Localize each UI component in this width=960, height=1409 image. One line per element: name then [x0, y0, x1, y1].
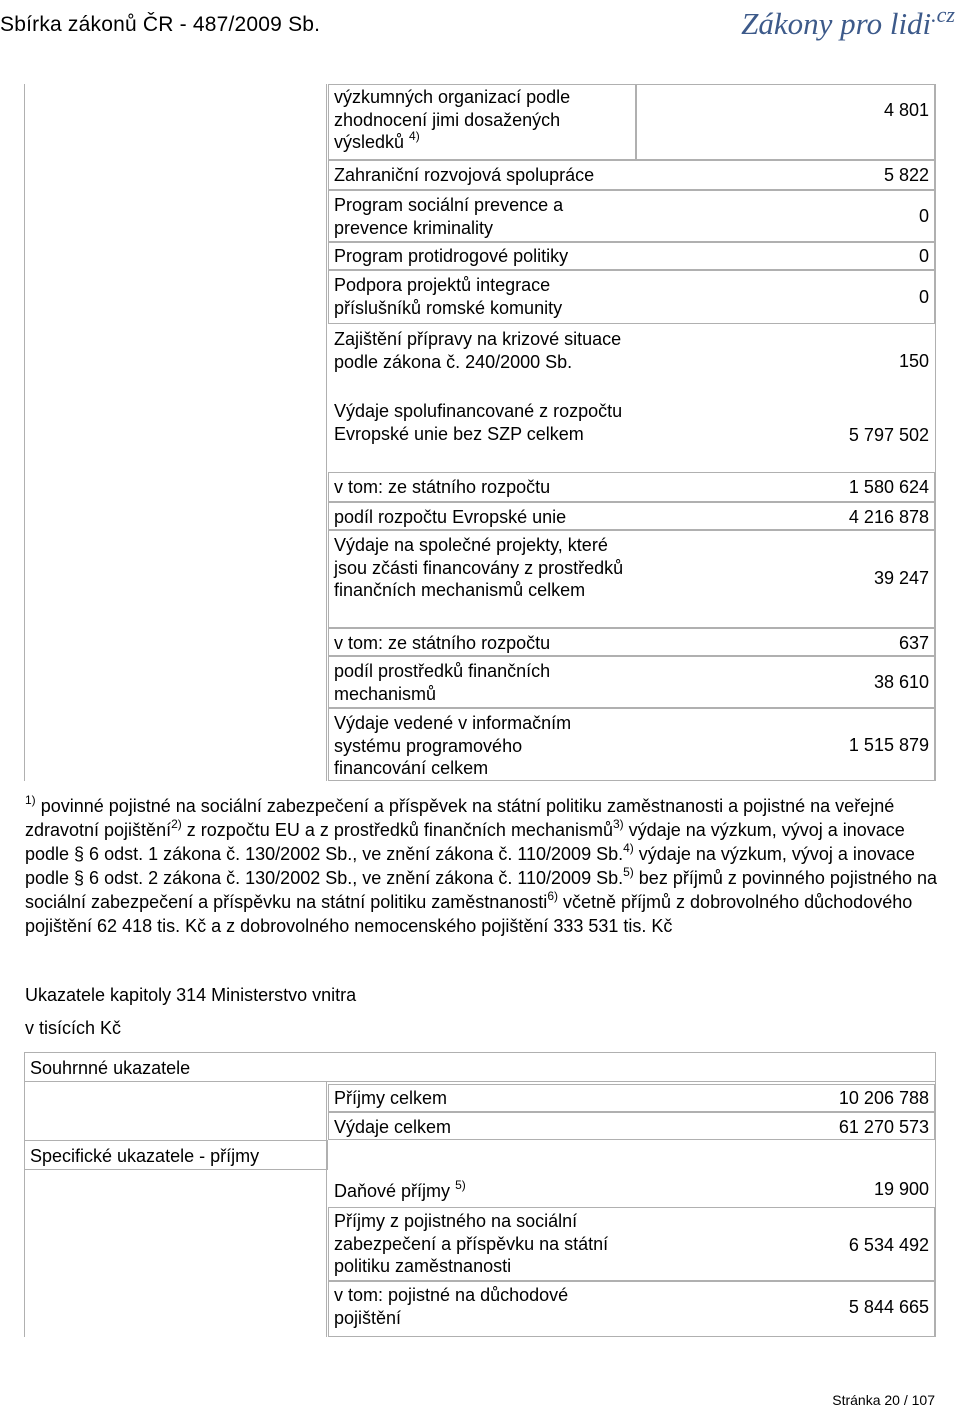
row-value: 38 610 — [873, 672, 929, 692]
table1-right-border — [935, 84, 936, 781]
row-label: v tom: ze státního rozpočtu — [334, 477, 551, 497]
row-value: 637 — [898, 633, 929, 653]
specific-header: Specifické ukazatele - příjmy — [30, 1146, 260, 1166]
row-label: Příjmy z pojistného na sociální zabezpečení a příspěvku na státní politiku zaměstnanosti — [334, 1211, 609, 1276]
brand-suffix: .cz — [931, 2, 955, 27]
row-label: Zahraniční rozvojová spolupráce — [334, 165, 595, 185]
row-label: Podpora projektů integrace příslušníků romské komunity — [334, 275, 563, 318]
chapter-heading: Ukazatele kapitoly 314 Ministerstvo vnitra — [25, 985, 357, 1005]
footnote-text: z rozpočtu EU a z prostředků finančních mechanismů — [186, 820, 613, 840]
footnotes — [25, 794, 940, 938]
row-value: 39 247 — [873, 568, 929, 588]
row-value: 4 216 878 — [848, 507, 929, 527]
row-label: Výdaje celkem — [334, 1117, 452, 1137]
row-label: Výdaje na společné projekty, které jsou zčásti financovány z prostředků finančních mechanismů celkem — [334, 535, 624, 600]
footnote-number: 5) — [623, 865, 634, 879]
brand-name: Zákony pro lidi — [741, 6, 932, 41]
table1-column-divider — [326, 84, 327, 781]
row-value: 61 270 573 — [838, 1117, 929, 1137]
row-label: Výdaje vedené v informačním systému programového financování celkem — [334, 713, 572, 778]
footnote-number: 3) — [612, 817, 624, 831]
footnote-text: povinné pojistné na sociální zabezpečení a příspěvek na státní politiku zaměstnanosti a pojistné na veřejné zdravotní pojištění — [25, 796, 895, 840]
row-label: Zajištění přípravy na krizové situace podle zákona č. 240/2000 Sb. — [334, 329, 622, 372]
row-value: 19 900 — [873, 1179, 929, 1199]
row-value: 1 580 624 — [848, 477, 929, 497]
row-value: 5 844 665 — [848, 1297, 929, 1317]
row-label: podíl rozpočtu Evropské unie — [334, 507, 567, 527]
footnote-text: bez příjmů z povinného pojistného na sociální zabezpečení a příspěvku na státní politiku zaměstnanosti — [25, 868, 937, 912]
footnote-number: 1) — [25, 793, 36, 807]
footnote-text: výdaje na výzkum, vývoj a inovace podle § 6 odst. 1 zákona č. 130/2002 Sb., ve znění zákona č. 110/2009 Sb. — [25, 820, 905, 864]
footnote-text: včetně příjmů z dobrovolného důchodového pojištění 62 418 tis. Kč a z dobrovolného nemocenského pojištění 333 531 tis. Kč — [25, 892, 913, 936]
document-title: Sbírka zákonů ČR - 487/2009 Sb. — [0, 13, 321, 36]
row-value: 5 822 — [883, 165, 929, 185]
row-value: 1 515 879 — [848, 735, 929, 755]
table2-left-border — [24, 1052, 25, 1337]
table-cell-value-box — [636, 84, 935, 160]
summary-header: Souhrnné ukazatele — [30, 1058, 191, 1078]
site-logo[interactable] — [741, 2, 955, 42]
row-label: Příjmy celkem — [334, 1088, 448, 1108]
row-value: 4 801 — [883, 100, 929, 120]
row-value: 0 — [918, 206, 929, 226]
row-label: Výdaje spolufinancované z rozpočtu Evropské unie bez SZP celkem — [334, 401, 623, 444]
footnote-ref: 4) — [409, 129, 420, 143]
page-number: Stránka 20 / 107 — [832, 1392, 935, 1408]
row-value: 0 — [918, 287, 929, 307]
units-note: v tisících Kč — [25, 1018, 122, 1038]
footnote-number: 2) — [171, 817, 182, 831]
row-label: v tom: pojistné na důchodové pojištění — [334, 1285, 569, 1328]
footnote-ref: 5) — [455, 1178, 466, 1192]
footnote-number: 6) — [547, 889, 558, 903]
row-value: 150 — [898, 351, 929, 371]
table2-column-divider — [326, 1082, 327, 1337]
row-value: 0 — [918, 246, 929, 266]
row-label: výzkumných organizací podle zhodnocení jimi dosažených výsledků $^{4)}$ — [334, 87, 571, 152]
row-label: Program protidrogové politiky — [334, 246, 569, 266]
row-value: 10 206 788 — [838, 1088, 929, 1108]
table1-left-border — [24, 84, 25, 781]
footnote-number: 4) — [623, 841, 634, 855]
row-label: v tom: ze státního rozpočtu — [334, 633, 551, 653]
row-label: podíl prostředků finančních mechanismů — [334, 661, 551, 704]
row-value: 5 797 502 — [848, 425, 929, 445]
footnote-text: výdaje na výzkum, vývoj a inovace podle § 6 odst. 2 zákona č. 130/2002 Sb., ve znění zákona č. 110/2009 Sb. — [25, 844, 915, 888]
row-label: Daňové příjmy $^{5)}$ — [334, 1178, 466, 1201]
row-label: Program sociální prevence a prevence kriminality — [334, 195, 564, 238]
row-value: 6 534 492 — [848, 1235, 929, 1255]
page-header — [0, 0, 960, 50]
table2-right-border — [935, 1082, 936, 1337]
